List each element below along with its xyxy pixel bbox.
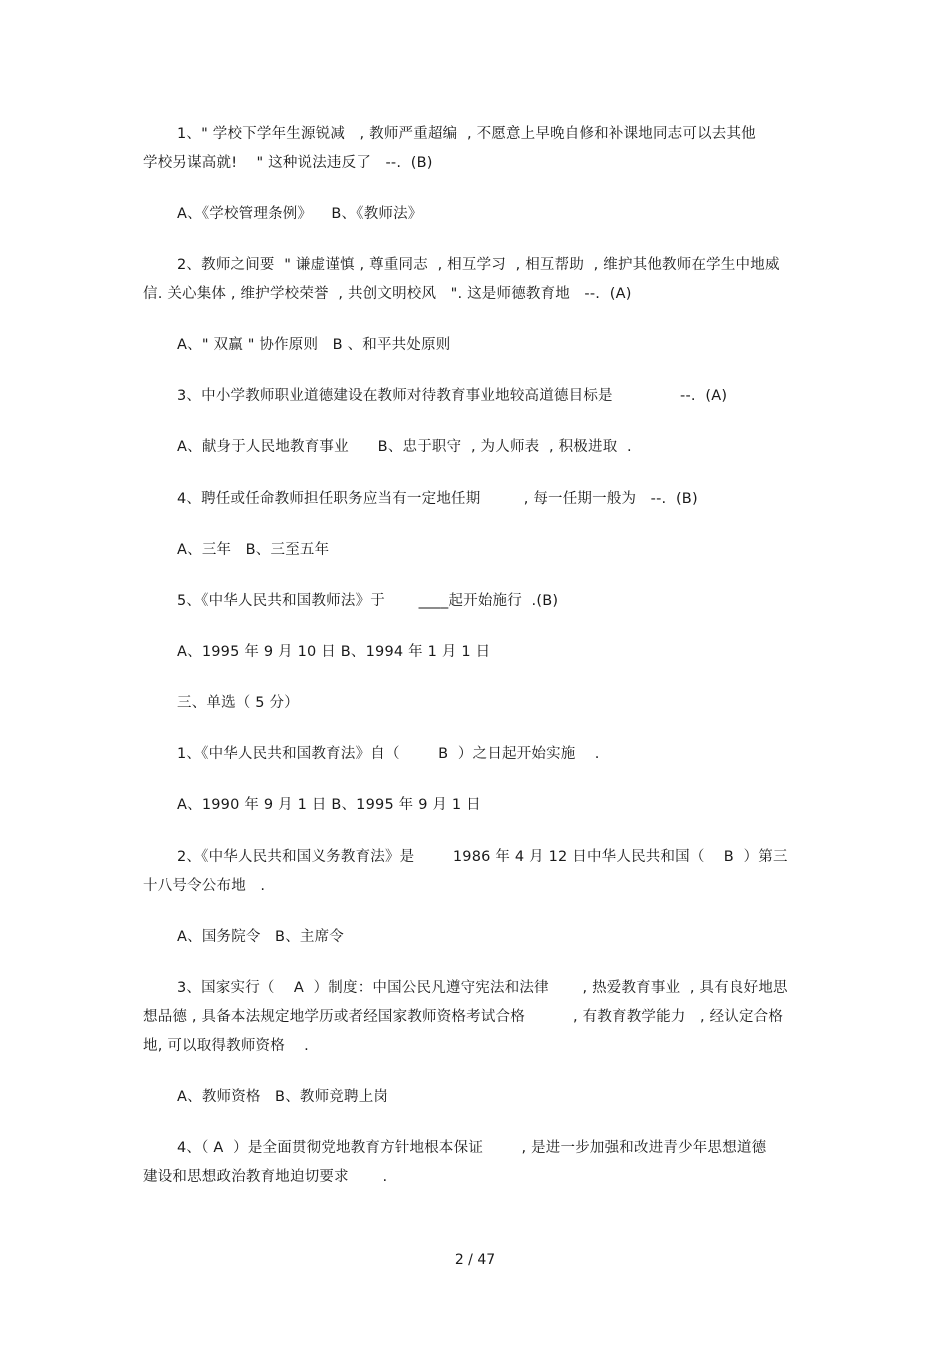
question-2-options: A、" 双赢 " 协作原则 B 、和平共处原则 [177, 337, 451, 353]
question-2-line-2: 信. 关心集体 , 维护学校荣誉 , 共创文明校风 ". 这是师德教育地 --. (A) [143, 286, 632, 302]
question-5-line-1: 5、《中华人民共和国教师法》于 ____起开始施行 .(B) [177, 593, 559, 609]
question-3-line-1: 3、中小学教师职业道德建设在教师对待教育事业地较高道德目标是 --. (A) [177, 388, 728, 404]
single-choice-2-line-1: 2、《中华人民共和国义务教育法》是 1986 年 4 月 12 日中华人民共和国（ B ）第三 [177, 849, 788, 865]
question-4-line-1: 4、聘任或任命教师担任职务应当有一定地任期 , 每一任期一般为 --. (B) [177, 491, 698, 507]
single-choice-1-line-1: 1、《中华人民共和国教育法》自（ B ）之日起开始实施 . [177, 746, 600, 762]
question-5-options: A、1995 年 9 月 10 日 B、1994 年 1 月 1 日 [177, 644, 491, 660]
question-1-options: A、《学校管理条例》 B、《教师法》 [177, 206, 423, 222]
question-1-line-2: 学校另谋高就! " 这种说法违反了 --. (B) [143, 155, 433, 171]
question-4-options: A、三年 B、三至五年 [177, 542, 330, 558]
single-choice-2-options: A、国务院令 B、主席令 [177, 929, 344, 945]
section-heading: 三、单选（ 5 分） [177, 695, 299, 711]
single-choice-3-line-1: 3、国家实行（ A ）制度：中国公民凡遵守宪法和法律 , 热爱教育事业 , 具有良好地思 [177, 980, 788, 996]
single-choice-4-line-2: 建设和思想政治教育地迫切要求 . [143, 1169, 388, 1185]
question-1-line-1: 1、" 学校下学年生源锐减 , 教师严重超编 , 不愿意上早晚自修和补课地同志可以去其他 [177, 126, 756, 142]
single-choice-3-line-3: 地, 可以取得教师资格 . [143, 1038, 309, 1054]
single-choice-1-options: A、1990 年 9 月 1 日 B、1995 年 9 月 1 日 [177, 797, 481, 813]
single-choice-2-line-2: 十八号令公布地 . [143, 878, 266, 894]
page-number: 2 / 47 [454, 1252, 496, 1268]
question-2-line-1: 2、教师之间要 " 谦虚谨慎 , 尊重同志 , 相互学习 , 相互帮助 , 维护其他教师在学生中地威 [177, 257, 780, 273]
single-choice-3-line-2: 想品德 , 具备本法规定地学历或者经国家教师资格考试合格 , 有教育教学能力 , 经认定合格 [143, 1009, 784, 1025]
single-choice-3-options: A、教师资格 B、教师竞聘上岗 [177, 1089, 389, 1105]
single-choice-4-line-1: 4、（ A ）是全面贯彻党地教育方针地根本保证 , 是进一步加强和改进青少年思想道德 [177, 1140, 767, 1156]
question-3-options: A、献身于人民地教育事业 B、忠于职守 , 为人师表 , 积极进取 . [177, 439, 632, 455]
